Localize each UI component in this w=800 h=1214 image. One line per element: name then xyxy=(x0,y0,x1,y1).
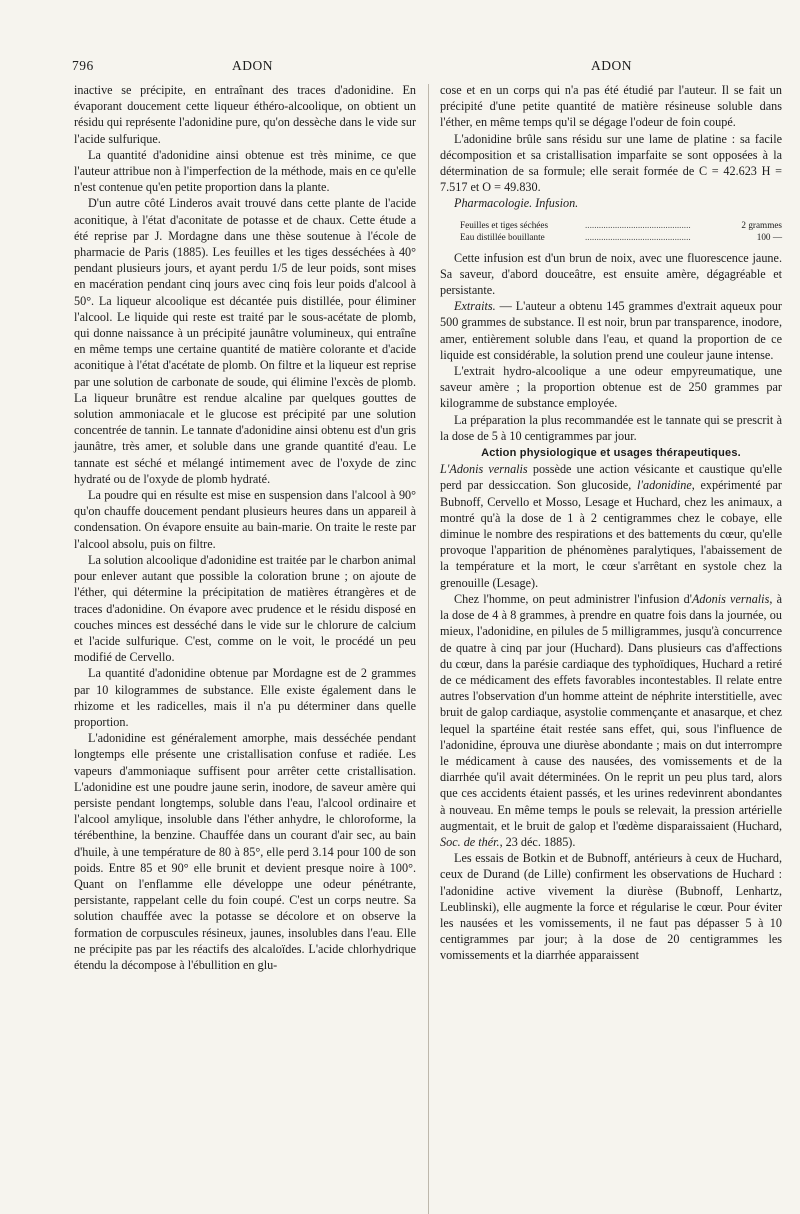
paragraph: inactive se précipite, en entraînant des traces d'adonidine. En évaporant doucement cette liqueur éthéro-alcoolique, on obtient un résidu qui représente l'adonidine pure, qu'on dessèche dans le vide sur l'acide sulfurique. xyxy=(74,83,416,146)
paragraph: D'un autre côté Linderos avait trouvé dans cette plante de l'acide aconitique, à l'état d'aconitate de potasse et de chaux. Cette étude a été reprise par J. Mordagne dans une thèse soutenue à l'école de pharmacie de Paris (1885). Les feuilles et les tiges desséchées à 40° pendant plusieurs jours, et ayant perdu 1/5 de leur poids, sont mises en macération pendant cinq jours avec cinq fois leur poids d'alcool à 50°. La liqueur alcoolique est décantée puis distillée, pour éliminer l'alcool. Le liquide qui reste est traité par le sous-acétate de plomb, qui donne naissance à un précipité jaunâtre volumineux, qui entraîne en même temps une certaine quantité de matière colorante et d'acide aconitique à l'état d'acétate de plomb. On filtre et la liqueur est reprise par une solution de carbonate de soude, qui élimine l'excès de plomb. La liqueur brunâtre est rendue alcaline par quelques gouttes de solution ammoniacale et le glucose est précipité par une solution concentrée de tannin. Le tannate d'adonidine ainsi obtenu est d'un gris jaunâtre, très amer, et soluble dans une grande quantité d'eau. Le tannate est séché et mélangé intimement avec de l'oxyde de zinc hydraté ou de l'oxyde de plomb hydraté. xyxy=(74,196,416,486)
subheading-text: Pharmacologie. Infusion. xyxy=(454,196,579,211)
paragraph: L'adonidine brûle sans résidu sur une lame de platine : sa facile décomposition et sa cristallisation imparfaite se sont opposées à la détermination de sa formule; elle serait formée de C = 42.623 H = 7.517 et O = 49.830. xyxy=(440,131,782,195)
paragraph: cose et en un corps qui n'a pas été étudié par l'auteur. Il se fait un précipité d'une petite quantité de matière résineuse soluble dans l'éther, en même temps qu'il se dégage l'odeur de foin coupé. xyxy=(440,83,782,130)
paragraph xyxy=(440,461,782,591)
leader-dots: .............................................. xyxy=(585,231,691,242)
right-column xyxy=(440,82,782,964)
paragraph: La solution alcoolique d'adonidine est traitée par le charbon animal pour enlever autant que possible la coloration brune ; on ajoute de l'éther, qui détermine la précipitation de matières étrangères et de traces d'adonidine. On évapore avec prudence et le résidu disposé en couches minces est desséché dans le vide sur le chlorure de calcium et l'acide sulfurique. C'est, comme on le voit, le procédé un peu modifié de Cervello. xyxy=(74,552,416,665)
paragraph-text: , expérimenté par Bubnoff, Cervello et Mosso, Lesage et Huchard, chez les animaux, a montré qu'à la dose de 1 à 2 centigrammes chez le cobaye, elle diminue le nombre des respirations et des battements du cœur, qu'elle provoque l'apparition de phénomènes paralytiques, l'abaissement de la température et la mort, le cœur s'arrêtant en systole chez la grenouille (Lesage). xyxy=(440,478,782,590)
column-divider xyxy=(428,84,429,1214)
running-head-right: ADON xyxy=(591,58,632,73)
citation: Soc. de thér. xyxy=(440,834,500,849)
paragraph-text: , 23 déc. 1885). xyxy=(499,834,576,849)
left-column xyxy=(74,82,416,973)
recipe-row xyxy=(460,231,782,243)
paragraph-extraits xyxy=(440,298,782,363)
section-title: Action physiologique et usages thérapeutiques. xyxy=(481,447,741,460)
paragraph-text: Chez l'homme, on peut administrer l'infusion d' xyxy=(454,591,692,606)
recipe-qty: 100 — xyxy=(756,231,782,242)
running-head-left: ADON xyxy=(232,58,273,73)
section-heading xyxy=(440,444,782,461)
recipe-item: Eau distillée bouillante xyxy=(460,231,545,242)
recipe-row xyxy=(460,219,782,231)
paragraph-text: , à la dose de 4 à 8 grammes, à prendre en quatre fois dans la journée, ou mieux, l'adonidine, en pilules de 5 milligrammes, jusqu'à concurrence de quatre à cinq par jour (Huchard). Dans plusieurs cas d'affections du cœur, dans la parésie cardiaque des typhoïdiques, Huchard a retiré de ce médicament des effets favorables incontestables. Il relate entre autres l'observation d'un homme atteint de néphrite interstitielle, avec bruit de galop cardiaque, asystolie commençante et anasarque, et chez lequel la spartéine était restée sans effet, qui, sous l'influence de l'adonidine, éprouva une diurèse abondante ; mais on dut interrompre le médicament à cause des nausées, des vomissements et de la diarrhée qu'il avait déterminées. On le reprit un peu plus tard, alors que ces accidents étaient passés, et les urines redevinrent abondantes à nouveau. En même temps le pouls se relevait, la pression artérielle augmentait, et le bruit de galop et l'œdème disparaissaient (Huchard, xyxy=(440,591,782,833)
paragraph: La préparation la plus recommandée est le tannate qui se prescrit à la dose de 5 à 10 centigrammes par jour. xyxy=(440,412,782,443)
glucoside-name: l'adonidine xyxy=(637,478,692,493)
paragraph: L'adonidine est généralement amorphe, mais desséchée pendant longtemps elle présente une cristallisation confuse et radiée. Les vapeurs d'ammoniaque suffisent pour arrêter cette cristallisation. L'adonidine est une poudre jaune serin, inodore, de saveur amère qui persiste pendant longtemps, soluble dans l'eau, l'alcool ordinaire et l'alcool amylique, insoluble dans l'éther anhydre, le chloroforme, la térébenthine, la benzine. Chauffée dans un courant d'air sec, au bain d'huile, à une température de 80 à 85°, elle perd 3.14 pour 100 de son poids. Entre 85 et 90° elle brunit et devient presque noire à 100°. Quant on l'enflamme elle développe une odeur pénétrante, persistante, rappelant celle du foin coupé. C'est un corps neutre. Sa solution chauffée avec la potasse se décolore et on observe la formation de corpuscules résineux, jaunes, insolubles dans l'eau. Elle ne précipite pas par les réactifs des alcaloïdes. L'acide chlorhydrique étendu la décompose à l'ébullition en glu- xyxy=(74,731,416,972)
paragraph-text: — L'auteur a obtenu 145 grammes d'extrait aqueux pour 500 grammes de substance. Il est noir, brun par transparence, inodore, amer, entièrement soluble dans l'eau, et quand la proportion de ce liquide est considérable, la solution prend une couleur jaune intense. xyxy=(440,299,782,362)
species-name: L'Adonis vernalis xyxy=(440,462,528,477)
recipe-table xyxy=(460,219,782,243)
paragraph: Cette infusion est d'un brun de noix, avec une fluorescence jaune. Sa saveur, d'abord douceâtre, est ensuite amère, dégagréable et persistante. xyxy=(440,250,782,298)
extraits-label: Extraits. xyxy=(454,299,496,314)
paragraph xyxy=(440,591,782,850)
species-name: Adonis vernalis xyxy=(691,591,770,606)
leader-dots: .............................................. xyxy=(585,219,691,230)
paragraph: La quantité d'adonidine ainsi obtenue est très minime, ce que l'auteur attribue non à l'imperfection de la méthode, mais en ce qu'elle n'est contenue qu'en petite proportion dans la plante. xyxy=(74,147,416,195)
recipe-item: Feuilles et tiges séchées xyxy=(460,219,549,230)
paragraph-text: possède une action vésicante et caustique qu'elle perd par dessiccation. Son glucoside, xyxy=(440,462,782,493)
paragraph: La quantité d'adonidine obtenue par Mordagne est de 2 grammes par 10 kilogrammes de substance. Elle existe également dans le rhizome et les radicelles, mais il n'a pu déterminer dans quelle proportion. xyxy=(74,666,416,729)
paragraph: La poudre qui en résulte est mise en suspension dans l'alcool à 90° qu'on chauffe doucement pendant plusieurs heures dans un appareil à condensation. On évapore ensuite au bain-marie. On traite le reste par l'alcool absolu, puis on filtre. xyxy=(74,488,416,551)
paragraph: L'extrait hydro-alcoolique a une odeur empyreumatique, une saveur amère ; la proportion obtenue est de 250 grammes par kilogramme de substance employée. xyxy=(440,364,782,411)
subheading-pharmacologie xyxy=(440,195,782,211)
paragraph: Les essais de Botkin et de Bubnoff, antérieurs à ceux de Huchard, ceux de Durand (de Lille) confirment les observations de Huchard : l'adonidine active vivement la diurèse (Bubnoff, Lenhartz, Leublinski), elle augmente la force et régularise le cœur. Pour éviter les nausées et les vomissements, il ne faut pas dépasser 5 à 10 centigrammes par jour; à la dose de 20 centigrammes les vomissements et la diarrhée apparaissent xyxy=(440,851,782,963)
page-number: 796 xyxy=(72,58,94,73)
recipe-qty: 2 grammes xyxy=(741,219,782,230)
